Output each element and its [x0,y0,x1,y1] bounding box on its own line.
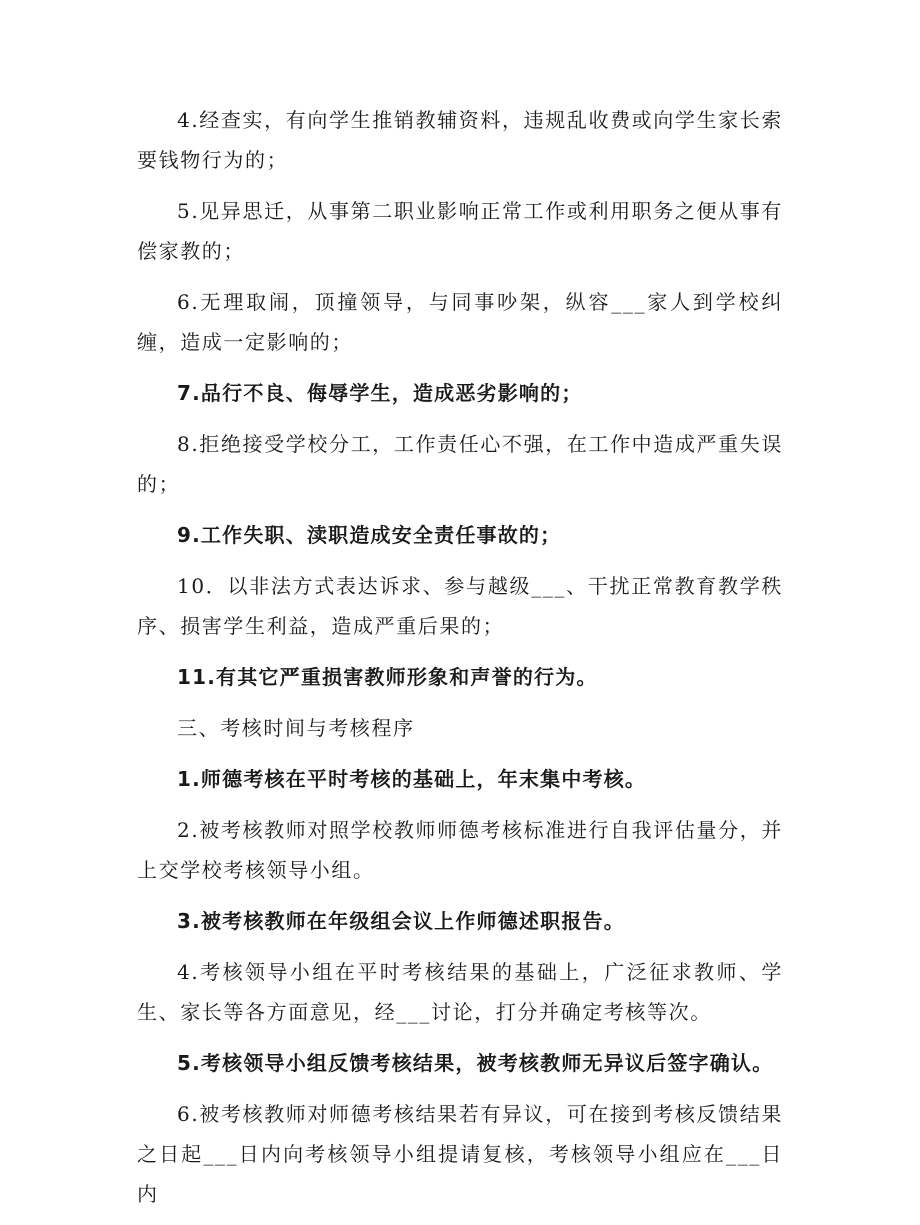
paragraph-item-11: 11.有其它严重损害教师形象和声誉的行为。 [177,665,598,689]
paragraph-item-8: 8.拒绝接受学校分工，工作责任心不强，在工作中造成严重失误的； [137,432,783,496]
paragraph-item-10: 10．以非法方式表达诉求、参与越级___、干扰正常教育教学秩序、损害学生利益，造成严重后果的； [137,574,783,638]
paragraph-item-9: 9.工作失职、渎职造成安全责任事故的； [177,523,562,547]
paragraph-item-7: 7.品行不良、侮辱学生，造成恶劣影响的； [177,381,583,405]
paragraph-item-6: 6.无理取闹，顶撞领导，与同事吵架，纵容___家人到学校纠缠，造成一定影响的； [137,290,783,354]
procedure-item-3: 3.被考核教师在年级组会议上作师德述职报告。 [177,909,625,933]
procedure-item-1: 1.师德考核在平时考核的基础上，年末集中考核。 [177,767,647,791]
procedure-item-4: 4.考核领导小组在平时考核结果的基础上，广泛征求教师、学生、家长等各方面意见，经___讨论，打分并确定考核等次。 [137,960,783,1024]
section-heading-3: 三、考核时间与考核程序 [177,716,415,740]
procedure-item-2: 2.被考核教师对照学校教师师德考核标准进行自我评估量分，并上交学校考核领导小组。 [137,818,783,882]
paragraph-item-4: 4.经查实，有向学生推销教辅资料，违规乱收费或向学生家长索要钱物行为的； [137,108,783,172]
paragraph-item-5: 5.见异思迁，从事第二职业影响正常工作或利用职务之便从事有偿家教的； [137,199,783,263]
procedure-item-6: 6.被考核教师对师德考核结果若有异议，可在接到考核反馈结果之日起___日内向考核领导小组提请复核，考核领导小组应在___日内 [137,1102,783,1206]
document-body [137,100,783,1225]
procedure-item-5: 5.考核领导小组反馈考核结果，被考核教师无异议后签字确认。 [177,1051,774,1075]
